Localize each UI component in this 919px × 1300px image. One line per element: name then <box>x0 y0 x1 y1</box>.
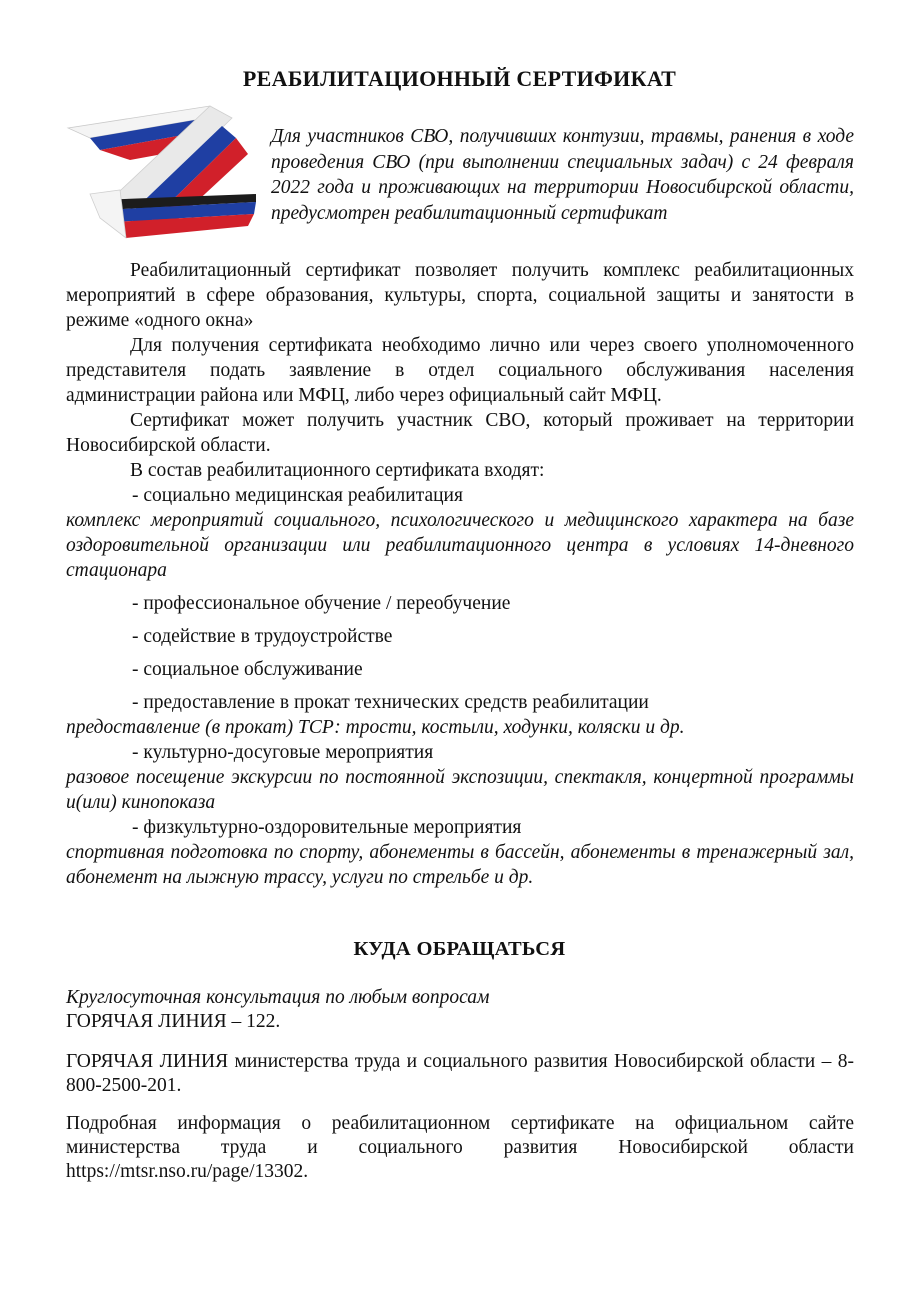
consult-note: Круглосуточная консультация по любым вопросам <box>66 987 490 1008</box>
list-item-label: - профессиональное обучение / переобучение <box>132 593 511 614</box>
paragraph-3: Сертификат может получить участник СВО, который проживает на территории Новосибирской области. <box>66 410 854 456</box>
russian-flag-z-ribbon-logo-icon <box>60 98 260 248</box>
hotline: ГОРЯЧАЯ ЛИНИЯ – 122. <box>66 1011 281 1032</box>
info-paragraph <box>66 1112 854 1184</box>
list-item-label: - физкультурно-оздоровительные мероприятия <box>132 817 522 838</box>
list-item-description: предоставление (в прокат) ТСР: трости, костыли, ходунки, коляски и др. <box>66 717 685 738</box>
list-item-label: - социальное обслуживание <box>132 659 363 680</box>
list-item-label: - социально медицинская реабилитация <box>132 485 463 506</box>
paragraph-1: Реабилитационный сертификат позволяет получить комплекс реабилитационных мероприятий в сфере образования, культуры, спорта, социальной защиты и занятости в режиме «одного окна» <box>66 260 854 331</box>
main-body <box>66 258 854 890</box>
list-item-description: спортивная подготовка по спорту, абонементы в бассейн, абонементы в тренажерный зал, абонемент на лыжную трассу, услуги по стрельбе и др. <box>66 842 854 888</box>
list-item-description: разовое посещение экскурсии по постоянной экспозиции, спектакля, концертной программы и(или) кинопоказа <box>66 767 854 813</box>
ministry-website-link[interactable]: https://mtsr.nso.ru/page/13302 <box>66 1161 304 1182</box>
intro-text: Для участников СВО, получивших контузии, травмы, ранения в ходе проведения СВО (при выполнении специальных задач) с 24 февраля 2022 года и проживающих на территории Новосибирской области, предусмотрен реабилитационный сертификат <box>271 126 854 224</box>
contacts-title: КУДА ОБРАЩАТЬСЯ <box>353 938 566 960</box>
page-title: РЕАБИЛИТАЦИОННЫЙ СЕРТИФИКАТ <box>242 66 677 91</box>
list-item-label: - содействие в трудоустройстве <box>132 626 393 647</box>
paragraph-2: Для получения сертификата необходимо лично или через своего уполномоченного представителя подать заявление в отдел социального обслуживания населения администрации района или МФЦ, либо через официальный сайт МФЦ. <box>66 335 854 406</box>
list-item-label: - предоставление в прокат технических средств реабилитации <box>132 692 649 713</box>
list-item-label: - культурно-досуговые мероприятия <box>132 742 434 763</box>
list-heading: В состав реабилитационного сертификата входят: <box>130 460 545 481</box>
contacts-section <box>66 986 854 1184</box>
list-item-description: комплекс мероприятий социального, психологического и медицинского характера на базе оздоровительной организации или реабилитационного центра в условиях 14-дневного стационара <box>66 510 854 581</box>
ministry-hotline: ГОРЯЧАЯ ЛИНИЯ министерства труда и социального развития Новосибирской области – 8-800-2500-201. <box>66 1051 854 1096</box>
info-text: Подробная информация о реабилитационном сертификате на официальном сайте министерства труда и социального развития Новосибирской области <box>66 1113 854 1158</box>
url-suffix: . <box>303 1161 309 1182</box>
